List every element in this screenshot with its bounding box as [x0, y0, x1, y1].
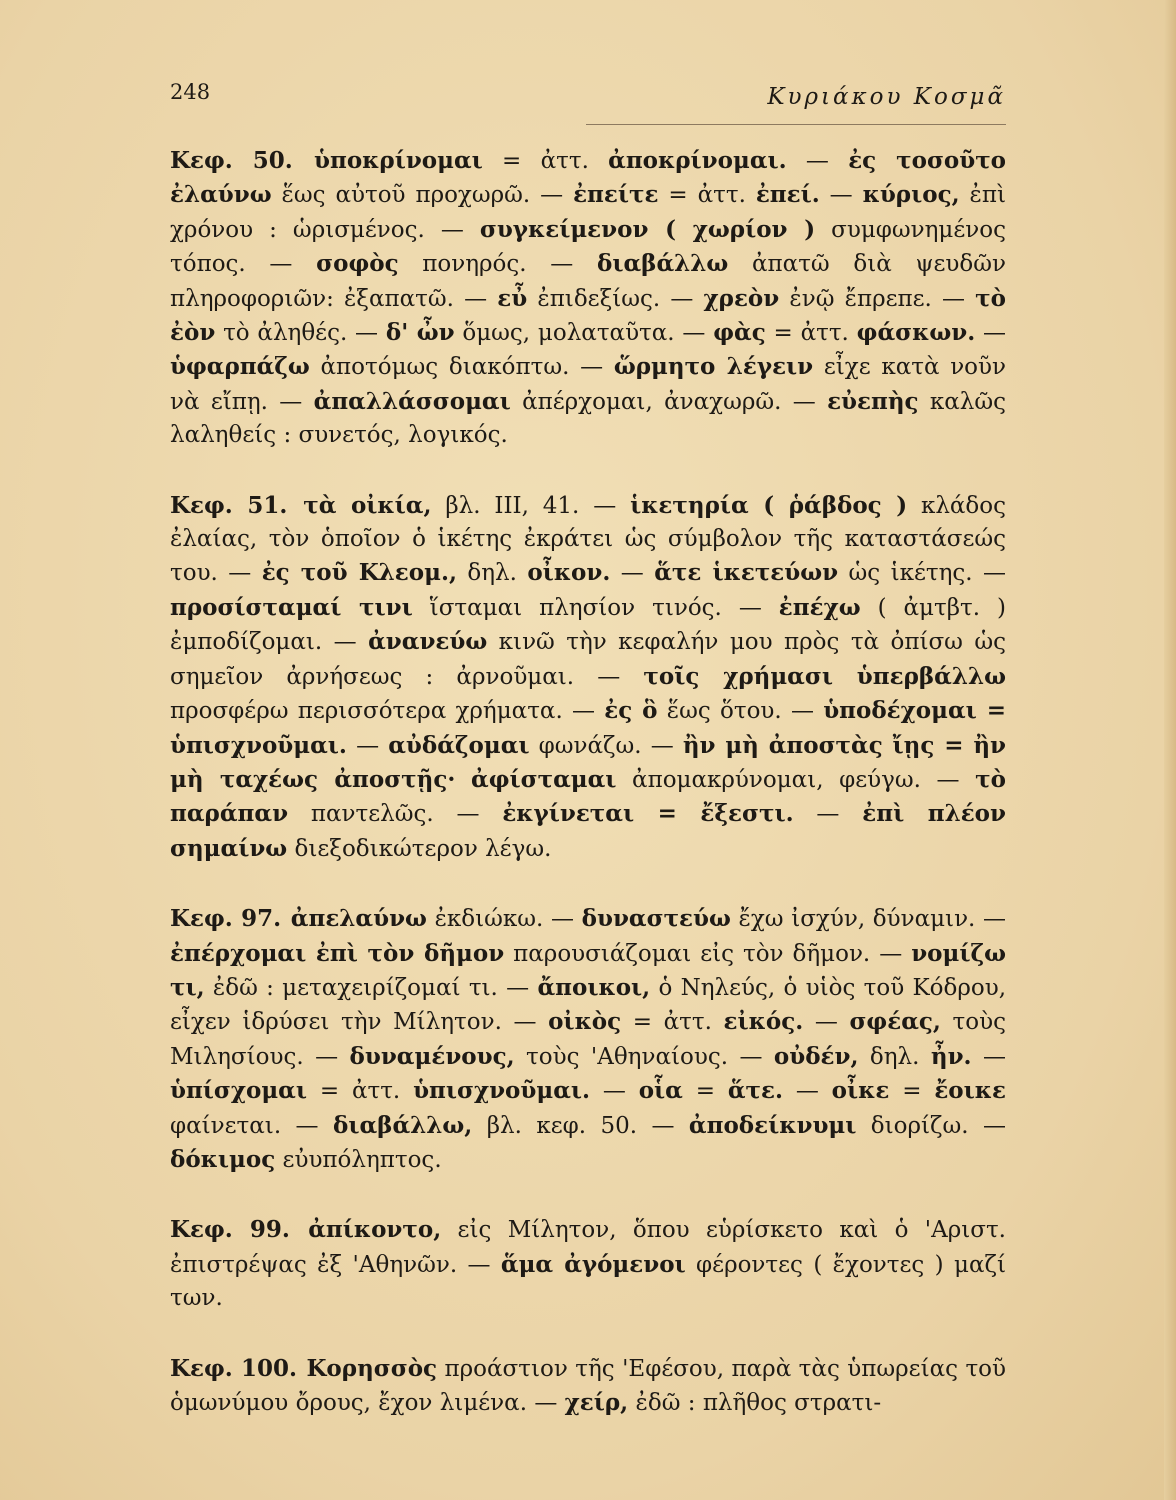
headword: οἶκε — [831, 1077, 890, 1105]
gloss: βλ. κεφ. 50. — — [472, 1112, 689, 1139]
chapter-note-50 — [170, 144, 1006, 453]
headword: ἐπείτε — [573, 181, 659, 209]
headword: διαβάλλω, — [333, 1111, 473, 1139]
headword: τοῖς χρήμασι ὑπερβάλλω — [643, 662, 1006, 690]
headword: δ' ὦν — [385, 319, 455, 347]
chapter-label: Κεφ. 100. — [170, 1354, 297, 1382]
headword: εἰκός. — [723, 1008, 804, 1036]
headword: ἅμα ἀγόμενοι — [500, 1250, 686, 1278]
page-number: 248 — [170, 80, 211, 104]
chapter-note-97 — [170, 902, 1006, 1177]
headword: ἅτε ἱκετεύων — [654, 559, 839, 587]
gloss: ( ἀμτβτ. ) ἐμποδίζομαι. — — [170, 594, 1006, 656]
chapter-label: Κεφ. 50. — [170, 147, 293, 174]
headword: νομίζω τι, — [170, 939, 1006, 1001]
gloss: τοὺς Μιλησίους. — — [170, 1009, 1006, 1070]
gloss: διορίζω. — — [856, 1112, 1007, 1139]
gloss: παρουσιάζομαι εἰς τὸν δῆμον. — — [504, 940, 912, 967]
headword: ἐς τοσοῦτο ἐλαύνω — [170, 147, 1007, 209]
headword: εὖ — [497, 284, 528, 312]
headword: εὐεπὴς — [827, 387, 919, 415]
gloss: ἐκδιώκω. — — [426, 906, 582, 933]
gloss: — — [971, 1043, 1007, 1070]
gloss: συμφωνημένος τόπος. — — [170, 216, 1007, 278]
headword: ἐς τοῦ Κλεομ., — [261, 559, 457, 587]
gloss: — — [783, 1078, 832, 1105]
chapter-label: Κεφ. 51. — [170, 491, 288, 519]
gloss: παντελῶς. — — [288, 801, 503, 828]
gloss: φαίνεται. — — [170, 1112, 333, 1139]
chapter-note-99 — [170, 1213, 1006, 1315]
headword: οἶκον. — [527, 559, 611, 587]
gloss: ὅμως, μολαταῦτα. — — [454, 320, 714, 347]
gloss: ἀπατῶ διὰ ψευδῶν πληροφοριῶν: ἐξαπατῶ. — — [170, 251, 1006, 312]
gloss: ἕως αὐτοῦ προχωρῶ. — — [271, 182, 574, 209]
chapter-label: Κεφ. 97. — [170, 905, 282, 933]
gloss: ἐδῶ : πλῆθος στρατι- — [628, 1390, 882, 1416]
gloss: εὐυπόληπτος. — [275, 1146, 442, 1173]
headword: οὐδέν, — [773, 1042, 859, 1070]
headword: τὸ ἐὸν — [170, 284, 1006, 347]
gloss: καλῶς λαληθείς : συνετός, λογικός. — [170, 388, 1006, 449]
headword: ἔοικε — [934, 1077, 1007, 1105]
headword: ἀπίκοντο, — [308, 1216, 442, 1244]
gloss: ἐπιδεξίως. — — [527, 285, 704, 312]
gloss: τοὺς 'Αθηναίους. — — [514, 1043, 774, 1070]
headword: σοφὸς — [316, 250, 399, 278]
gloss: κλάδος ἐλαίας, τὸν ὁποῖον ὁ ἱκέτης ἐκράτει ὡς σύμβολον τῆς καταστάσεώς του. — — [170, 492, 1007, 587]
gloss: = ἀττ. — [482, 148, 609, 174]
gloss: — — [975, 320, 1007, 347]
headword: ὑπισχνοῦμαι. — [413, 1077, 591, 1105]
headword: ἐς ὃ — [604, 697, 658, 725]
gloss: διεξοδικώτερον λέγω. — [287, 835, 552, 862]
headword: φάσκων. — [856, 319, 976, 347]
gloss: εἰς Μίλητον, ὅπου εὑρίσκετο καὶ ὁ 'Αριστ. ἐπιστρέψας ἐξ 'Αθηνῶν. — — [170, 1217, 1006, 1278]
headword: κύριος, — [862, 181, 960, 209]
headword: ἐπὶ πλέον σημαίνω — [170, 800, 1006, 862]
gloss: ἐπὶ χρόνου : ὡρισμένος. — — [170, 182, 1006, 243]
headword: Κορησσὸς — [306, 1354, 438, 1382]
headword: ὑποκρίνομαι — [314, 147, 483, 174]
gloss: τὸ ἀληθές. — — [215, 320, 386, 347]
gloss: ἵσταμαι πλησίον τινός. — — [412, 594, 779, 621]
headword: χρεὸν — [703, 284, 780, 312]
page-edge — [1164, 0, 1176, 1500]
gloss: πονηρός. — — [398, 251, 598, 278]
headword: αὐδάζομαι — [388, 731, 530, 759]
gloss: κινῶ τὴν κεφαλήν μου πρὸς τὰ ὀπίσω ὡς σημεῖον ἀρνήσεως : ἀρνοῦμαι. — — [170, 629, 1006, 690]
headword: τὰ οἰκία, — [303, 491, 432, 519]
headword: προσίσταμαί τινι — [170, 593, 413, 621]
gloss: — — [786, 148, 849, 174]
headword: ἐκγίνεται = ἔξεστι. — [502, 800, 794, 828]
gloss: = — [682, 1078, 728, 1105]
gloss: ἕως ὅτου. — — [657, 698, 824, 725]
gloss: βλ. III, 41. — — [431, 492, 631, 519]
headword: οἰκὸς — [548, 1008, 622, 1036]
gloss: — — [803, 1009, 850, 1036]
gloss: = ἀττ. — [765, 320, 857, 347]
headword: ἅτε. — [727, 1077, 783, 1105]
gloss: δηλ. — [858, 1043, 931, 1070]
gloss: = ἀττ. — [307, 1078, 414, 1105]
headword: ὑποδέχομαι = ὑπισχνοῦμαι. — [170, 697, 1007, 759]
headword: συγκείμενον ( χωρίον ) — [479, 215, 816, 243]
headword: ἀνανεύω — [368, 628, 488, 656]
headword: ἐπέχω — [778, 593, 861, 621]
gloss: ὡς ἱκέτης. — — [838, 560, 1006, 587]
gloss: — — [610, 560, 655, 587]
gloss: — — [346, 732, 389, 759]
gloss: = — [889, 1078, 935, 1105]
headword: ἄποικοι, — [537, 973, 651, 1001]
gloss: = ἀττ. — [621, 1009, 724, 1036]
header-rule — [586, 124, 1006, 125]
headword: ἀποκρίνομαι. — [608, 147, 787, 174]
gloss: — — [819, 182, 863, 209]
gloss: ἀποτόμως διακόπτω. — — [309, 354, 614, 381]
running-head: Κυριάκου Κοσμᾶ — [767, 84, 1006, 110]
headword: ἀφίσταμαι — [471, 765, 617, 793]
chapter-note-51 — [170, 489, 1006, 866]
chapter-label: Κεφ. 99. — [170, 1216, 290, 1244]
headword: δυναστεύω — [581, 905, 731, 933]
gloss: ἀπομακρύνομαι, φεύγω. — — [616, 766, 976, 793]
headword: δυναμένους, — [349, 1042, 515, 1070]
headword: δόκιμος — [170, 1145, 276, 1173]
headword: χείρ, — [564, 1389, 629, 1416]
headword: ἐπεί. — [755, 181, 820, 209]
gloss: ἐδῶ : μεταχειρίζομαί τι. — — [204, 974, 538, 1001]
gloss — [455, 767, 471, 793]
gloss: ἀπέρχομαι, ἀναχωρῶ. — — [510, 388, 828, 415]
gloss: προάστιον τῆς 'Εφέσου, παρὰ τὰς ὑπωρείας τοῦ ὁμωνύμου ὄρους, ἔχον λιμένα. — — [170, 1355, 1007, 1416]
gloss: φωνάζω. — — [529, 732, 683, 759]
gloss: ὁ Νηλεύς, ὁ υἱὸς τοῦ Κόδρου, εἶχεν ἱδρύσει τὴν Μίλητον. — — [170, 974, 1007, 1036]
headword: ἢν μὴ ἀποστὰς ἴῃς = ἢν μὴ ταχέως ἀποστῇς· — [170, 731, 1007, 793]
gloss: εἶχε κατὰ νοῦν νὰ εἴπῃ. — — [170, 354, 1006, 415]
gloss: — — [590, 1078, 639, 1105]
headword: ὑπίσχομαι — [170, 1077, 308, 1105]
gloss: = ἀττ. — [658, 182, 756, 209]
headword: τὸ παράπαν — [170, 765, 1006, 828]
headword: σφέας, — [849, 1008, 941, 1036]
headword: ἐπέρχομαι ἐπὶ τὸν δῆμον — [170, 939, 505, 967]
gloss: φέροντες ( ἔχοντες ) μαζί των. — [170, 1251, 1006, 1312]
headword: ὥρμητο λέγειν — [613, 353, 814, 381]
headword: οἷα — [638, 1077, 683, 1105]
gloss: προσφέρω περισσότερα χρήματα. — — [170, 698, 605, 725]
headword: ἀπελαύνω — [290, 905, 427, 933]
chapter-note-100 — [170, 1352, 1006, 1421]
gloss: — — [793, 801, 863, 828]
gloss: ἐνῷ ἔπρεπε. — — [779, 285, 976, 312]
headword: φὰς — [713, 319, 766, 347]
headword: ἀπαλλάσσομαι — [313, 387, 511, 415]
headword: ἱκετηρία ( ῥάβδος ) — [630, 491, 908, 519]
headword: διαβάλλω — [597, 250, 729, 278]
page-body — [170, 144, 1006, 1420]
headword: ἀποδείκνυμι — [688, 1111, 857, 1139]
headword: ὑφαρπάζω — [170, 353, 310, 381]
page-header — [170, 80, 1006, 120]
headword: ἦν. — [930, 1042, 972, 1070]
gloss: δηλ. — [456, 560, 528, 587]
gloss: ἔχω ἰσχύν, δύναμιν. — — [730, 906, 1007, 933]
